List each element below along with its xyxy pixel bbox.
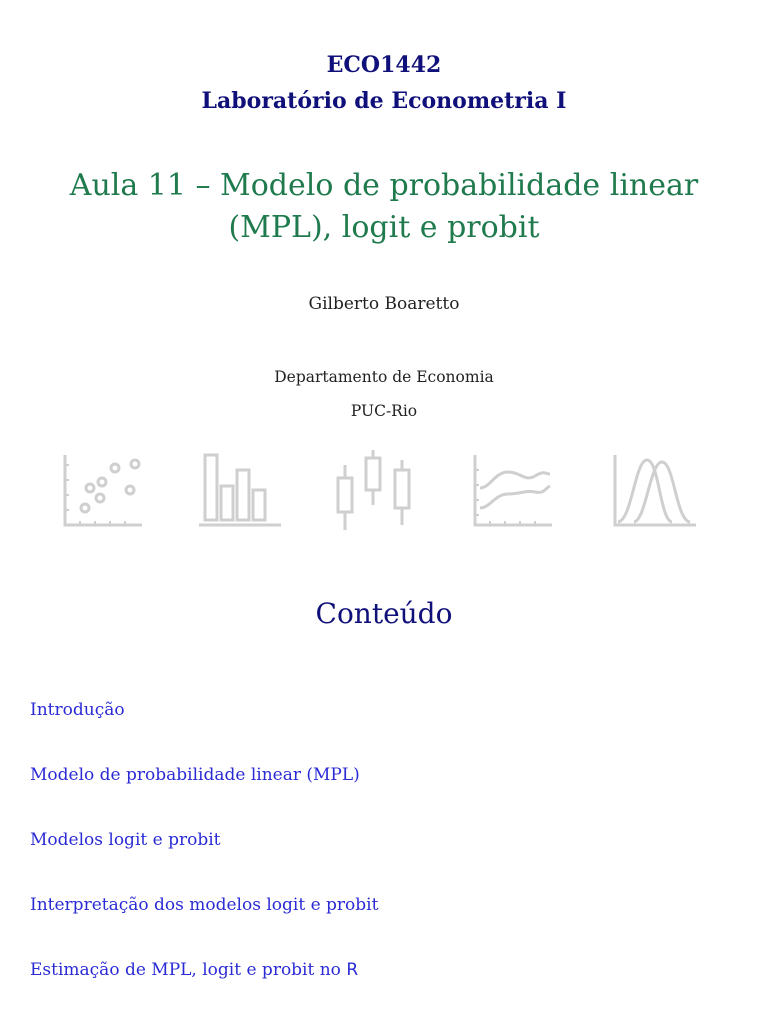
scatter-plot-icon — [60, 450, 145, 530]
institution: PUC-Rio — [350, 402, 418, 420]
line-chart-icon — [470, 450, 555, 530]
density-curves-icon — [610, 450, 700, 530]
table-of-contents — [30, 700, 378, 1025]
toc-item-label: Introdução — [30, 700, 125, 720]
toc-item-logit-probit[interactable] — [30, 830, 378, 895]
toc-item-label: Modelo de probabilidade linear (MPL) — [30, 765, 360, 785]
author-name: Gilberto Boaretto — [308, 294, 460, 314]
candlestick-chart-icon — [330, 450, 420, 535]
lecture-title — [0, 165, 768, 249]
decorative-icons — [55, 450, 715, 535]
lecture-title-line-2: (MPL), logit e probit — [228, 210, 540, 245]
toc-item-label: Modelos logit e probit — [30, 830, 221, 850]
r-language-label: R — [346, 960, 359, 980]
toc-item-label: Estimação de MPL, logit e probit no — [30, 960, 347, 980]
toc-item-estimation-r[interactable] — [30, 960, 378, 1025]
course-code: ECO1442 — [326, 52, 442, 78]
contents-title: Conteúdo — [315, 597, 453, 630]
bar-chart-icon — [195, 450, 285, 530]
department: Departamento de Economia — [274, 368, 494, 386]
toc-item-label: Interpretação dos modelos logit e probit — [30, 895, 379, 915]
toc-item-mpl[interactable] — [30, 765, 378, 830]
lecture-title-line-1: Aula 11 – Modelo de probabilidade linear — [69, 168, 699, 203]
toc-item-introduction[interactable] — [30, 700, 378, 765]
course-name: Laboratório de Econometria I — [201, 88, 567, 114]
toc-item-interpretation[interactable] — [30, 895, 378, 960]
